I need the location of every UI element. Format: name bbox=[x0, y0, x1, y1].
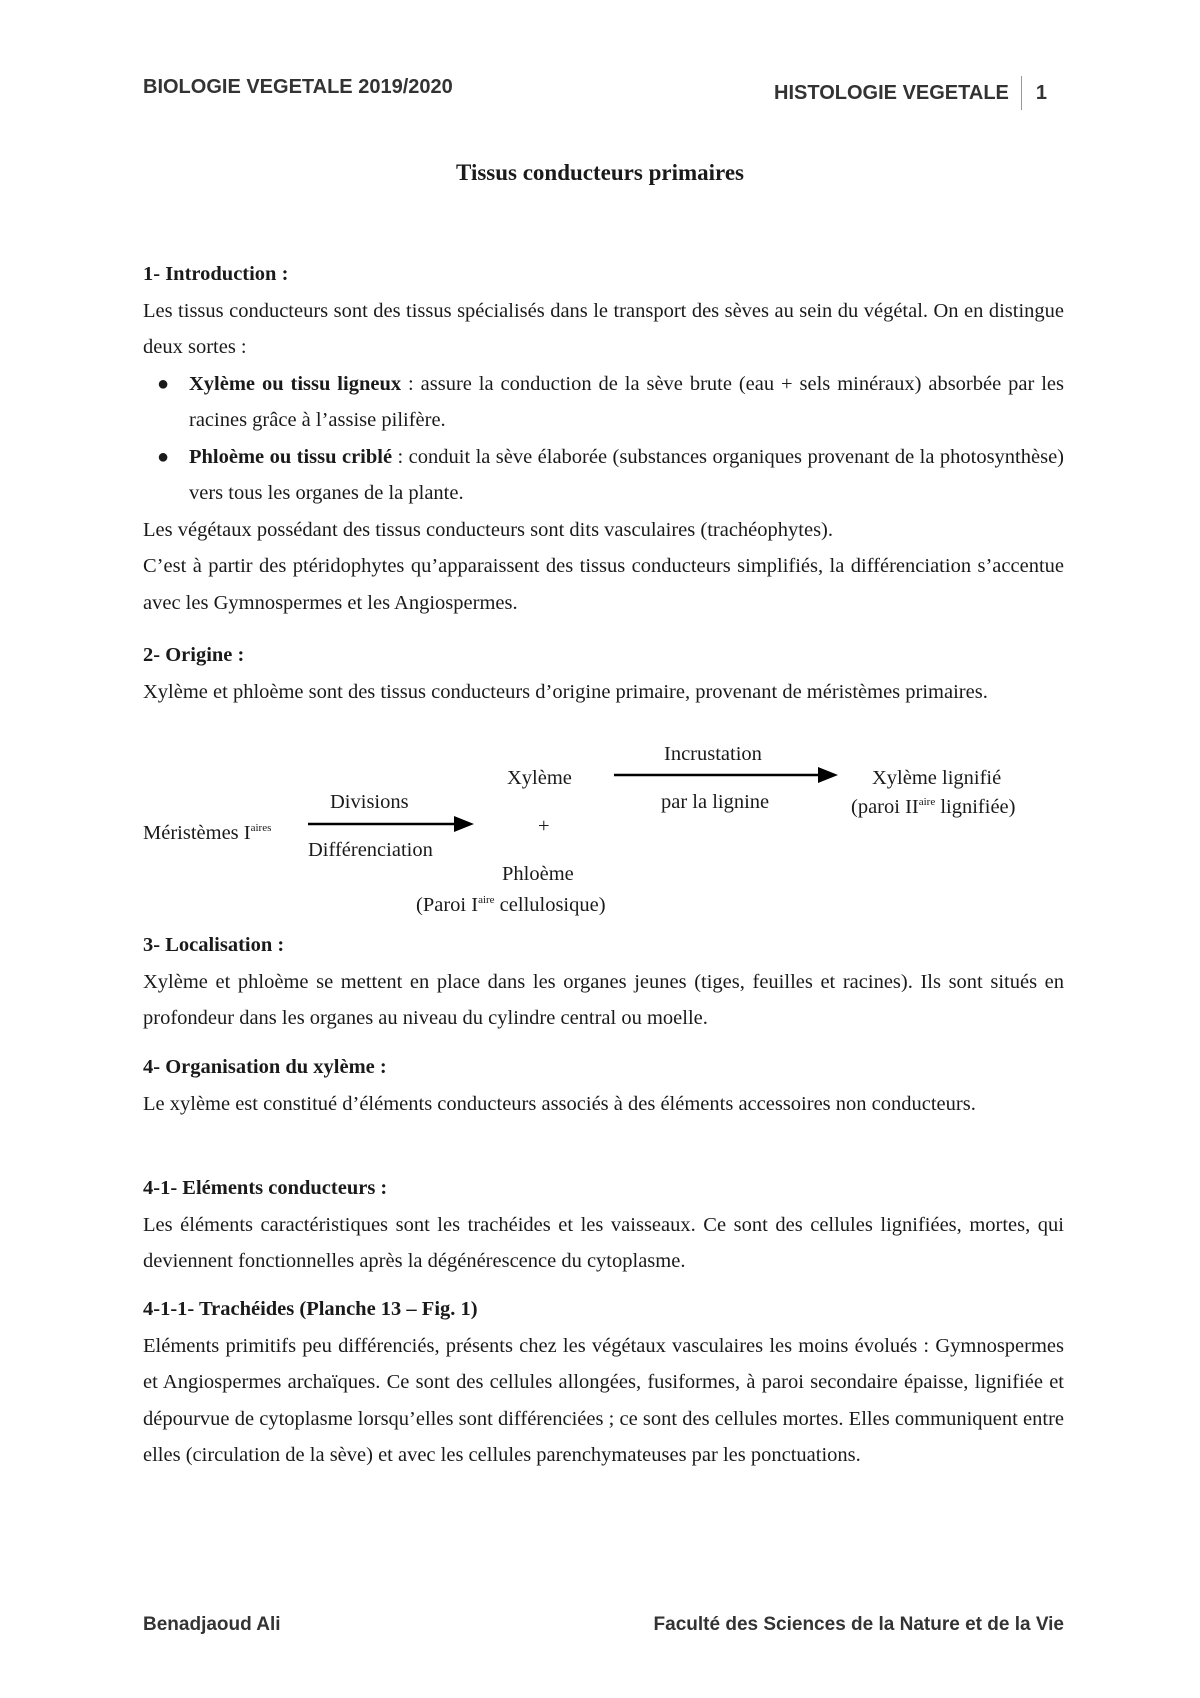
footer-author: Benadjaoud Ali bbox=[143, 1614, 281, 1635]
header-course: BIOLOGIE VEGETALE 2019/2020 bbox=[143, 76, 453, 98]
diagram-meristemes: Méristèmes $I^{aires}$ bbox=[143, 821, 272, 844]
section-origine bbox=[143, 637, 1064, 710]
list-item bbox=[143, 439, 1064, 512]
diagram-paroi-secondaire: (paroi $II^{aire}$ lignifiée) bbox=[851, 795, 1016, 818]
paragraph: Les végétaux possédant des tissus conducteurs sont dits vasculaires (trachéophytes). bbox=[143, 518, 833, 541]
section-organisation bbox=[143, 1049, 1064, 1122]
section-heading: 4-1- Eléments conducteurs : bbox=[143, 1177, 388, 1199]
term: Xylème ou tissu ligneux bbox=[189, 372, 402, 395]
diagram-par-lignine: par la lignine bbox=[661, 791, 770, 813]
page-number: 1 bbox=[1035, 81, 1047, 104]
definition: : conduit la sève élaborée (substances organiques provenant de la photosynthèse) vers tous les organes de la plante. bbox=[189, 445, 1065, 504]
diagram-xyleme-lignifie: Xylème lignifié bbox=[872, 767, 1002, 789]
paragraph: Xylème et phloème sont des tissus conducteurs d’origine primaire, provenant de méristèmes primaires. bbox=[143, 680, 988, 703]
section-heading: 4-1-1- Trachéides (Planche 13 – Fig. 1) bbox=[143, 1298, 478, 1320]
header-chapter: HISTOLOGIE VEGETALE bbox=[774, 81, 1009, 104]
page-title: Tissus conducteurs primaires bbox=[456, 160, 744, 185]
section-heading: 3- Localisation : bbox=[143, 934, 285, 956]
paragraph: Eléments primitifs peu différenciés, présents chez les végétaux vasculaires les moins évolués : Gymnospermes et Angiospermes archaïques. Ce sont des cellules allongées, fusiformes, à paroi secondaire épaisse, lignifiée et dépourvue de cytoplasme lorsqu’elles sont différenciées ; ce sont des cellules mortes. Elles communiquent entre elles (circulation de la sève) et avec les cellules parenchymateuses par les ponctuations. bbox=[143, 1334, 1064, 1466]
section-localisation bbox=[143, 927, 1064, 1037]
bullet-list bbox=[143, 366, 1064, 512]
section-tracheides bbox=[143, 1291, 1064, 1474]
paragraph: Les tissus conducteurs sont des tissus spécialisés dans le transport des sèves au sein du végétal. On en distingue deux sortes : bbox=[143, 299, 1064, 358]
diagram-xyleme: Xylème bbox=[507, 767, 572, 789]
diagram-divisions: Divisions bbox=[330, 791, 409, 813]
header-right bbox=[774, 76, 1047, 110]
section-introduction bbox=[143, 256, 1064, 621]
arrow-icon bbox=[614, 765, 838, 785]
paragraph: Le xylème est constitué d’éléments conducteurs associés à des éléments accessoires non conducteurs. bbox=[143, 1092, 976, 1115]
section-heading: 2- Origine : bbox=[143, 644, 245, 666]
header-divider bbox=[1021, 76, 1022, 110]
bullet-icon: ● bbox=[157, 372, 170, 395]
paragraph: Les éléments caractéristiques sont les trachéides et les vaisseaux. Ce sont des cellules lignifiées, mortes, qui deviennent fonctionnelles après la dégénérescence du cytoplasme. bbox=[143, 1213, 1064, 1272]
diagram-differenciation: Différenciation bbox=[308, 839, 433, 861]
section-elements-conducteurs bbox=[143, 1170, 1064, 1280]
arrow-icon bbox=[308, 814, 474, 834]
bullet-icon: ● bbox=[157, 445, 170, 468]
diagram-phloeme: Phloème bbox=[502, 863, 574, 885]
diagram-paroi-primaire: (Paroi $I^{aire}$ cellulosique) bbox=[416, 893, 606, 916]
diagram-incrustation: Incrustation bbox=[664, 743, 762, 765]
paragraph: C’est à partir des ptéridophytes qu’apparaissent des tissus conducteurs simplifiés, la différenciation s’accentue avec les Gymnospermes et les Angiospermes. bbox=[143, 555, 1064, 614]
footer-faculty: Faculté des Sciences de la Nature et de la Vie bbox=[653, 1614, 1064, 1635]
section-heading: 1- Introduction : bbox=[143, 263, 289, 285]
section-heading: 4- Organisation du xylème : bbox=[143, 1056, 387, 1078]
paragraph: Xylème et phloème se mettent en place dans les organes jeunes (tiges, feuilles et racines). Ils sont situés en profondeur dans les organes au niveau du cylindre central ou moelle. bbox=[143, 970, 1064, 1029]
definition: : assure la conduction de la sève brute (eau + sels minéraux) absorbée par les racines grâce à l’assise pilifère. bbox=[189, 372, 1064, 431]
diagram-plus: + bbox=[538, 815, 550, 837]
term: Phloème ou tissu criblé bbox=[189, 445, 393, 468]
list-item bbox=[143, 366, 1064, 439]
